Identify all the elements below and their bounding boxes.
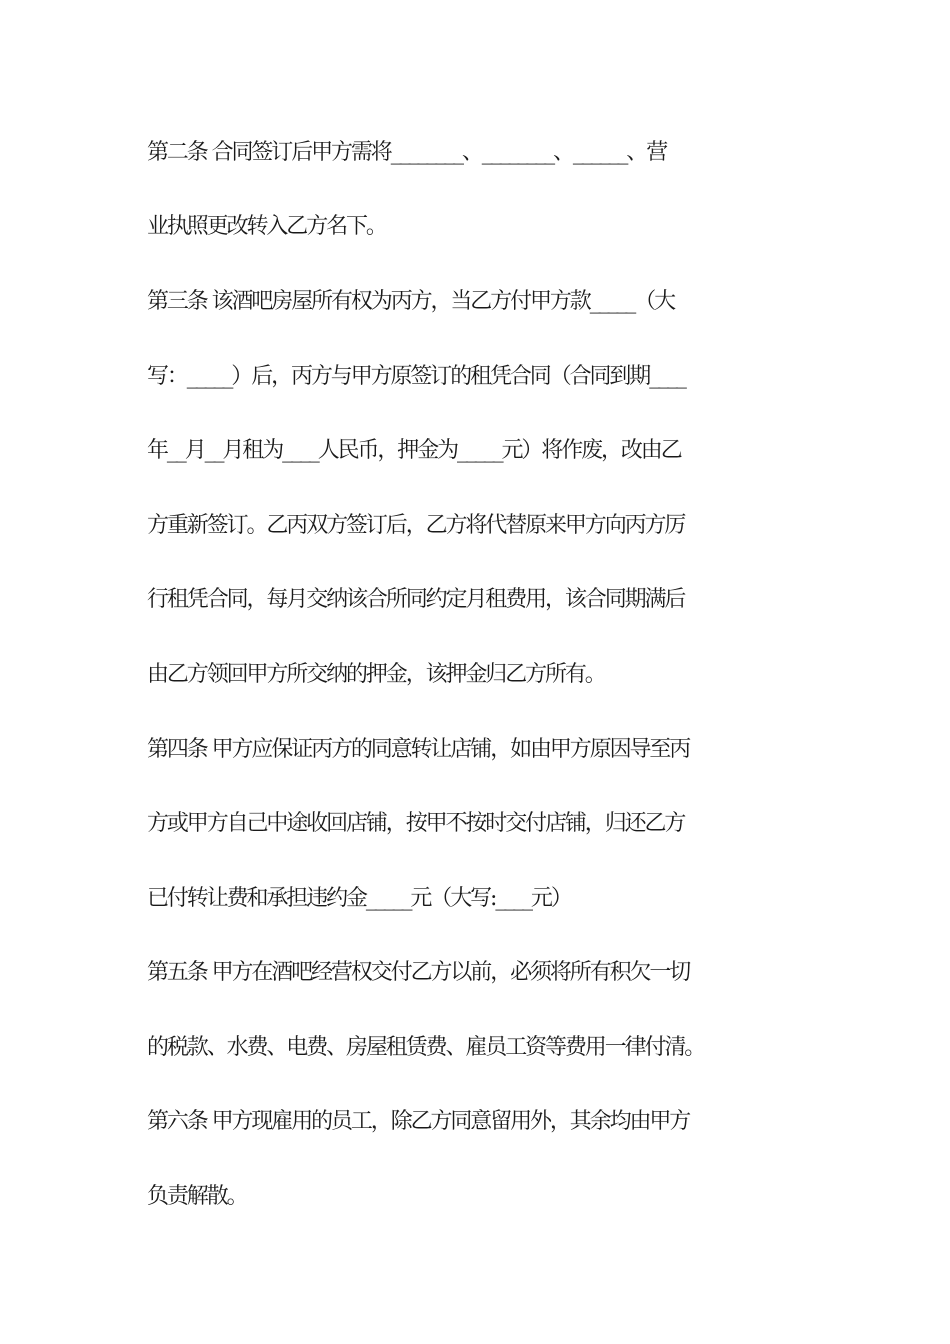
article-2-line-1: 第二条 合同签订后甲方需将________、________、______、营 [147, 140, 667, 165]
article-5-line-1: 第五条 甲方在酒吧经营权交付乙方以前，必须将所有积欠一切 [147, 960, 690, 985]
article-3-line-3: 年__月__月租为____人民币，押金为_____元）将作废，改由乙 [147, 438, 681, 463]
article-4-line-2: 方或甲方自己中途收回店铺，按甲不按时交付店铺，归还乙方 [147, 811, 685, 836]
article-6-line-1: 第六条 甲方现雇用的员工，除乙方同意留用外，其余均由甲方 [147, 1109, 690, 1134]
article-3-line-6: 由乙方领回甲方所交纳的押金，该押金归乙方所有。 [147, 662, 605, 687]
article-6-line-2: 负责解散。 [147, 1184, 247, 1209]
article-3-line-2: 写：_____）后，丙方与甲方原签订的租凭合同（合同到期____ [147, 364, 685, 389]
article-3-line-4: 方重新签订。乙丙双方签订后，乙方将代替原来甲方向丙方厉 [147, 513, 685, 538]
article-4-line-3: 已付转让费和承担违约金_____元（大写:____元） [147, 886, 571, 911]
article-3-line-5: 行租凭合同，每月交纳该合所同约定月租费用，该合同期满后 [147, 587, 685, 612]
article-5-line-2: 的税款、水费、电费、房屋租赁费、雇员工资等费用一律付清。 [147, 1035, 705, 1060]
article-4-line-1: 第四条 甲方应保证丙方的同意转让店铺，如由甲方原因导至丙 [147, 737, 690, 762]
article-3-line-1: 第三条 该酒吧房屋所有权为丙方，当乙方付甲方款_____（大 [147, 289, 674, 314]
article-2-line-2: 业执照更改转入乙方名下。 [147, 214, 386, 239]
